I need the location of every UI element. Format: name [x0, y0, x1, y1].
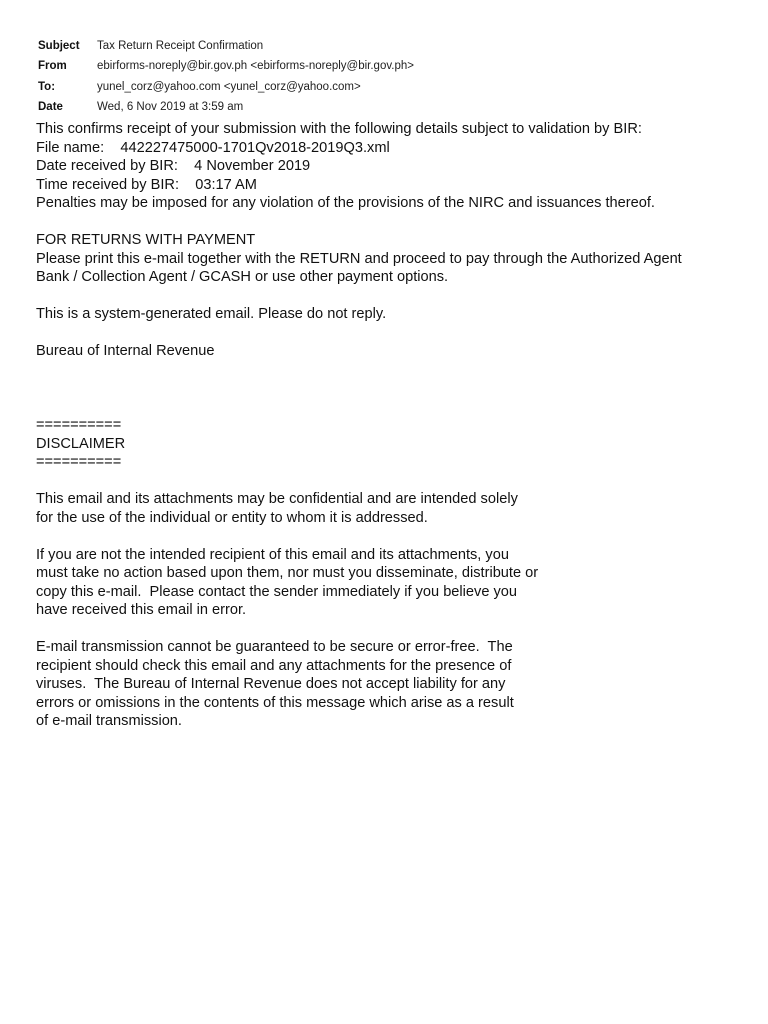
- header-key: To:: [38, 80, 56, 93]
- payment-instruction-line: Bank / Collection Agent / GCASH or use other payment options.: [36, 269, 449, 285]
- time-received-line: Time received by BIR: 03:17 AM: [36, 176, 257, 193]
- disclaimer-line: of e-mail transmission.: [36, 713, 182, 729]
- disclaimer-line: This email and its attachments may be confidential and are intended solely: [36, 491, 518, 507]
- header-row-subject: [38, 36, 414, 56]
- paragraph-gap: [36, 287, 736, 306]
- disclaimer-line: copy this e-mail. Please contact the sender immediately if you believe you: [36, 583, 518, 600]
- system-note: This is a system-generated email. Please do not reply.: [36, 306, 387, 322]
- penalties-notice: Penalties may be imposed for any violation of the provisions of the NIRC and issuances thereof.: [36, 195, 655, 211]
- disclaimer-line: recipient should check this email and any attachments for the presence of: [36, 657, 512, 674]
- disclaimer-line: viruses. The Bureau of Internal Revenue does not accept liability for any: [36, 676, 506, 692]
- signature: Bureau of Internal Revenue: [36, 343, 215, 359]
- disclaimer-line: for the use of the individual or entity to whom it is addressed.: [36, 509, 428, 526]
- header-key: Date: [38, 101, 63, 114]
- disclaimer-line: E-mail transmission cannot be guaranteed to be secure or error-free. The: [36, 639, 513, 655]
- header-value: ebirforms-noreply@bir.gov.ph <ebirforms-noreply@bir.gov.ph>: [97, 60, 414, 73]
- paragraph-gap: [36, 527, 736, 546]
- header-value: yunel_corz@yahoo.com <yunel_corz@yahoo.com>: [97, 80, 361, 93]
- confirmation-intro: This confirms receipt of your submission with the following details subject to validation by BIR:: [36, 121, 642, 137]
- disclaimer-line: errors or omissions in the contents of this message which arise as a result: [36, 694, 514, 711]
- disclaimer-rule-top: ==========: [36, 417, 122, 433]
- disclaimer-line: If you are not the intended recipient of this email and its attachments, you: [36, 546, 509, 563]
- file-name-line: File name: 442227475000-1701Qv2018-2019Q3.xml: [36, 139, 390, 156]
- disclaimer-rule-bottom: ==========: [36, 454, 122, 470]
- paragraph-gap: [36, 361, 736, 417]
- disclaimer-line: must take no action based upon them, nor must you disseminate, distribute or: [36, 565, 539, 581]
- header-key: Subject: [38, 40, 80, 53]
- header-value: Wed, 6 Nov 2019 at 3:59 am: [97, 101, 244, 114]
- payment-heading: FOR RETURNS WITH PAYMENT: [36, 232, 256, 248]
- header-key: From: [38, 60, 67, 73]
- email-headers: [38, 36, 414, 117]
- paragraph-gap: [36, 620, 736, 639]
- header-value: Tax Return Receipt Confirmation: [97, 40, 264, 53]
- paragraph-gap: [36, 324, 736, 343]
- header-row-date: [38, 97, 414, 117]
- header-row-to: [38, 77, 414, 97]
- date-received-line: Date received by BIR: 4 November 2019: [36, 158, 311, 174]
- paragraph-gap: [36, 213, 736, 232]
- header-row-from: [38, 56, 414, 76]
- paragraph-gap: [36, 472, 736, 491]
- disclaimer-heading: DISCLAIMER: [36, 435, 126, 452]
- payment-instruction-line: Please print this e-mail together with the RETURN and proceed to pay through the Authorized Agent: [36, 250, 682, 267]
- email-body: [36, 120, 736, 731]
- disclaimer-line: have received this email in error.: [36, 602, 247, 618]
